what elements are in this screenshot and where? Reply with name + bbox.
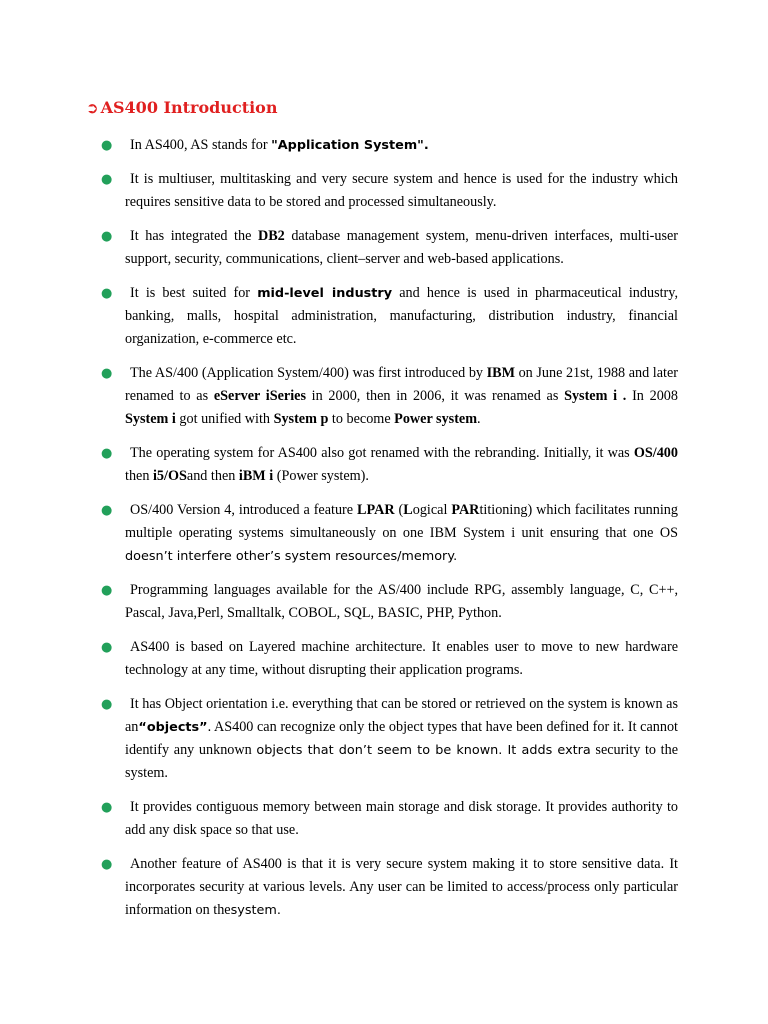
bullet-icon: ●	[101, 582, 113, 598]
list-item: ● AS400 is based on Layered machine architecture. It enables user to move to new hardware technology at any time, without disrupting their application programs.	[0, 636, 678, 682]
bullet-icon: ●	[101, 502, 113, 518]
list-item: ● It is best suited for mid-level industry and hence is used in pharmaceutical industry, banking, malls, hospital administration, manufacturing, distribution industry, financial organization, e-commerce etc.	[0, 282, 678, 352]
list-item: ● OS/400 Version 4, introduced a feature LPAR (Logical PARtitioning) which facilitates running multiple operating systems simultaneously on one IBM System i unit ensuring that one OS doesn’t interfere other’s system resources/memory.	[0, 499, 678, 569]
section-heading	[86, 98, 277, 117]
list-item: ● The AS/400 (Application System/400) was first introduced by IBM on June 21st, 1988 and later renamed to as eServer iSeries in 2000, then in 2006, it was renamed as System i . In 2008 System i got unified with System p to become Power system.	[0, 362, 678, 432]
bullet-icon: ●	[101, 639, 113, 655]
arrow-icon: ➲	[86, 98, 99, 117]
bullet-icon: ●	[101, 799, 113, 815]
list-item: ● It is multiuser, multitasking and very secure system and hence is used for the industry which requires sensitive data to be stored and processed simultaneously.	[0, 168, 678, 214]
list-item: ● It has integrated the DB2 database management system, menu-driven interfaces, multi-user support, security, communications, client–server and web-based applications.	[0, 225, 678, 271]
list-item: ● It has Object orientation i.e. everything that can be stored or retrieved on the system is known as an“objects”. AS400 can recognize only the object types that have been defined for it. It cannot identify any unknown objects that don’t seem to be known. It adds extra security to the system.	[0, 693, 678, 786]
bullet-icon: ●	[101, 171, 113, 187]
bullet-icon: ●	[101, 856, 113, 872]
list-item: ● It provides contiguous memory between main storage and disk storage. It provides authority to add any disk space so that use.	[0, 796, 678, 842]
list-item: ● Another feature of AS400 is that it is very secure system making it to store sensitive data. It incorporates security at various levels. Any user can be limited to access/process only particular information on thesystem.	[0, 853, 678, 923]
heading-title: AS400 Introduction	[100, 98, 278, 117]
bullet-icon: ●	[101, 285, 113, 301]
list-item: ● In AS400, AS stands for "Application System".	[0, 134, 678, 157]
bullet-icon: ●	[101, 696, 113, 712]
bullet-list	[0, 134, 768, 933]
list-item: ● Programming languages available for the AS/400 include RPG, assembly language, C, C++, Pascal, Java,Perl, Smalltalk, COBOL, SQL, BASIC, PHP, Python.	[0, 579, 678, 625]
bullet-icon: ●	[101, 365, 113, 381]
bullet-icon: ●	[101, 228, 113, 244]
bullet-icon: ●	[101, 138, 113, 153]
list-item: ● The operating system for AS400 also got renamed with the rebranding. Initially, it was OS/400 then i5/OSand then iBM i (Power system).	[0, 442, 678, 488]
bullet-icon: ●	[101, 445, 113, 461]
